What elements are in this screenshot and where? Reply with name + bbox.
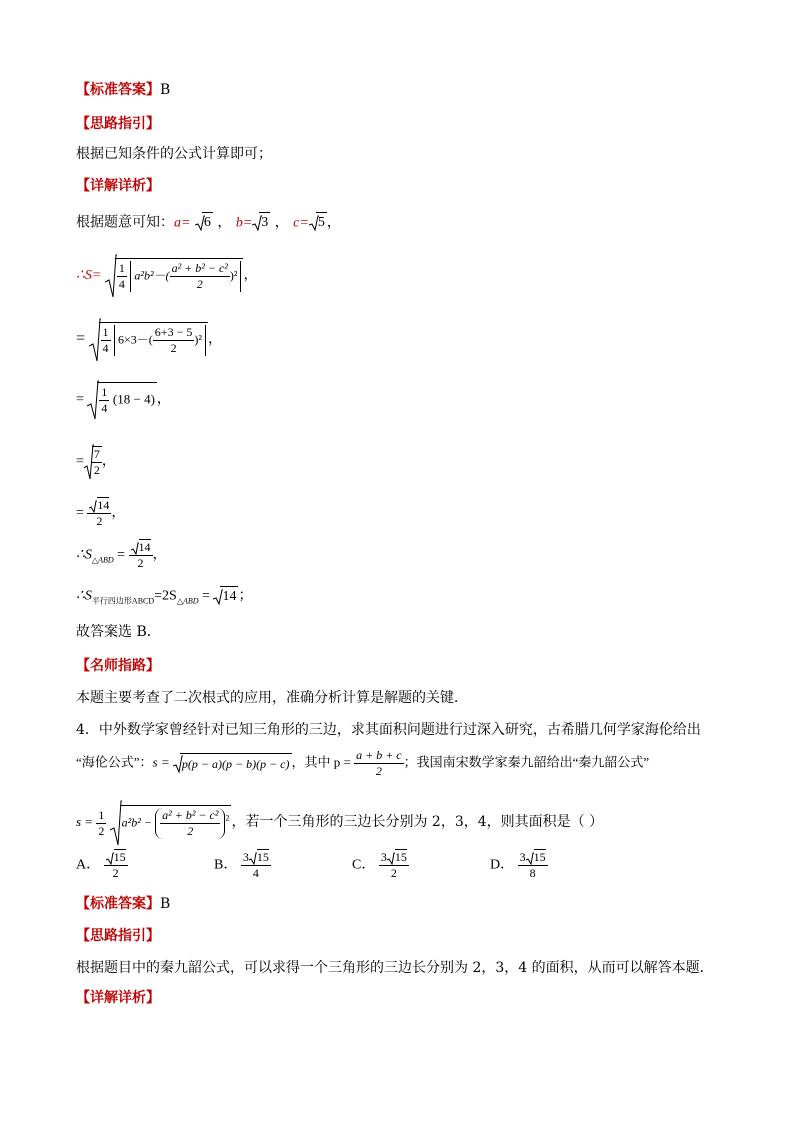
- frac-den: 4: [101, 401, 108, 415]
- option-letter: B．: [214, 857, 238, 873]
- std-answer-value: B: [160, 82, 171, 98]
- comma: ，: [326, 214, 341, 231]
- frac-num: 14: [138, 540, 151, 554]
- frac-den: 2: [98, 823, 105, 838]
- std-answer-label: 【标准答案】: [76, 82, 160, 98]
- b-eq: b=: [235, 215, 253, 231]
- frac-num: 1: [101, 385, 108, 399]
- radical-icon: [526, 852, 534, 865]
- radical-icon: [249, 852, 257, 865]
- std-answer-line: [76, 80, 170, 100]
- therefore-s: ∴S=: [76, 268, 102, 284]
- s-eq: s =: [76, 813, 94, 829]
- radical-icon: [387, 852, 395, 865]
- abc-num: a² + b² − c²: [171, 261, 228, 275]
- step4-line: [76, 444, 116, 480]
- detail-intro: 根据题意可知：: [76, 214, 174, 231]
- comma: ，: [207, 332, 222, 348]
- q4-hint-label: 【思路指引】: [76, 928, 160, 944]
- eq: =: [76, 330, 86, 348]
- q4-line1: 4．中外数学家曾经针对已知三角形的三边，求其面积问题进行过深入研究，古希腊几何学家海伦给出: [76, 722, 701, 738]
- option-den: 2: [104, 865, 128, 881]
- detail-intro-line: [76, 212, 341, 234]
- step3-inner: (18 − 4): [112, 391, 155, 407]
- q4-detail-label: 【详解详析】: [76, 990, 160, 1006]
- step6-line: [76, 540, 167, 571]
- where-p: ，其中 p =: [291, 754, 351, 770]
- frac-num: 1: [102, 325, 109, 339]
- option-den: 2: [379, 865, 409, 881]
- sqrt14: 14: [220, 586, 238, 607]
- option-a[interactable]: [76, 850, 128, 881]
- step2-inner: 6×3－(: [118, 332, 153, 347]
- frac-num: 7: [93, 447, 100, 461]
- hint-label: 【思路指引】: [76, 116, 160, 132]
- eq: =: [117, 547, 126, 563]
- teacher-text: 本题主要考查了二次根式的应用，准确分析计算是解题的关键．: [76, 690, 468, 706]
- heron-label: “海伦公式”：: [76, 754, 153, 770]
- frac-den: 2: [129, 555, 153, 571]
- formula-s-line: [76, 254, 257, 298]
- radical-icon: [131, 542, 139, 555]
- frac-num: 1: [118, 261, 125, 275]
- q4-hint-text: 根据题目中的秦九韶公式，可以求得一个三角形的三边长分别为 2，3，4 的面积，从而可以解答本题．: [76, 960, 714, 976]
- comma: ，: [156, 392, 171, 408]
- option-rad: 15: [533, 850, 546, 864]
- q4-qin-line: s = $\frac{1}{2}$ a²b² − $\frac{\text{a² + b² − c²}}{2}$ $^2$ ，若一个三角形的三边长分别为 2，3，4，则其面积是（ ）: [76, 800, 603, 846]
- step2-num: 6+3 − 5: [154, 325, 193, 339]
- comma: ，: [101, 454, 116, 470]
- par-eq: =2S: [154, 588, 177, 604]
- frac-den: 2: [93, 463, 100, 477]
- q4-std-answer-line: [76, 894, 170, 914]
- p-den: 2: [354, 763, 404, 779]
- c-eq: c=: [293, 215, 309, 231]
- option-coef: 3: [242, 850, 249, 864]
- s-par: ∴S: [76, 588, 92, 604]
- option-c[interactable]: [352, 850, 409, 881]
- step2-den: 2: [153, 340, 195, 356]
- a-eq: a=: [174, 215, 191, 231]
- eq: =: [202, 588, 210, 604]
- eq: =: [76, 505, 84, 521]
- option-b[interactable]: [214, 850, 271, 881]
- b-rad: 3: [259, 212, 270, 233]
- comma: ，: [111, 505, 126, 521]
- sq-close: )²: [194, 332, 202, 347]
- comma: ，: [274, 214, 289, 231]
- comma: ，: [217, 214, 232, 231]
- qin-num: a² + b² − c²: [162, 808, 219, 822]
- heron-rad: p(p − a)(p − b)(p − c): [180, 753, 292, 774]
- step5-line: [76, 498, 125, 529]
- q4-std-answer-value: B: [160, 896, 171, 912]
- p-num: a + b + c: [356, 748, 402, 762]
- option-den: 4: [241, 865, 271, 881]
- option-letter: A．: [76, 857, 101, 873]
- eq: =: [76, 392, 84, 408]
- detail-label: 【详解详析】: [76, 178, 160, 194]
- frac-num: 14: [97, 498, 110, 512]
- sq-close: )²: [229, 268, 238, 283]
- conclusion: 故答案选 B．: [76, 624, 161, 640]
- qin-inner-a: a²b² −: [121, 815, 152, 830]
- semicolon: ；: [238, 588, 253, 604]
- option-den: 8: [518, 865, 548, 881]
- frac-den: 4: [118, 277, 125, 291]
- frac-num: 1: [98, 807, 105, 822]
- q4-std-answer-label: 【标准答案】: [76, 896, 160, 912]
- option-coef: 3: [519, 850, 526, 864]
- option-rad: 15: [113, 850, 126, 864]
- option-rad: 15: [394, 850, 407, 864]
- frac-den: 2: [87, 513, 111, 529]
- ab-term: a²b²－(: [134, 268, 170, 283]
- abd-sub: △ABD: [91, 555, 114, 565]
- qin-den: 2: [160, 823, 220, 839]
- step2-line: [76, 318, 222, 362]
- q4-heron-line: [76, 748, 649, 779]
- radical-icon: [106, 852, 114, 865]
- heron-formula: s =: [152, 754, 170, 770]
- option-letter: C．: [352, 857, 376, 873]
- step3-line: [76, 380, 171, 420]
- s-abd: ∴S: [76, 547, 92, 563]
- option-rad: 15: [256, 850, 269, 864]
- comma: ，: [243, 268, 258, 284]
- abc-den: 2: [170, 276, 230, 292]
- a-rad: 6: [202, 212, 213, 233]
- option-d[interactable]: [490, 850, 548, 881]
- qin-text: ；我国南宋数学家秦九韶给出“秦九韶公式”: [403, 754, 650, 770]
- q4-tail: ，若一个三角形的三边长分别为 2，3，4，则其面积是（ ）: [231, 813, 604, 830]
- abd-sub: △ABD: [176, 596, 199, 606]
- frac-den: 4: [102, 341, 109, 355]
- teacher-label: 【名师指路】: [76, 658, 160, 674]
- par-sub: 平行四边形ABCD: [91, 596, 155, 606]
- step7-line: [76, 586, 252, 612]
- c-rad: 5: [316, 212, 327, 233]
- option-letter: D．: [490, 857, 515, 873]
- hint-text: 根据已知条件的公式计算即可；: [76, 146, 272, 162]
- option-coef: 3: [380, 850, 387, 864]
- eq: =: [76, 454, 84, 470]
- comma: ，: [152, 547, 167, 563]
